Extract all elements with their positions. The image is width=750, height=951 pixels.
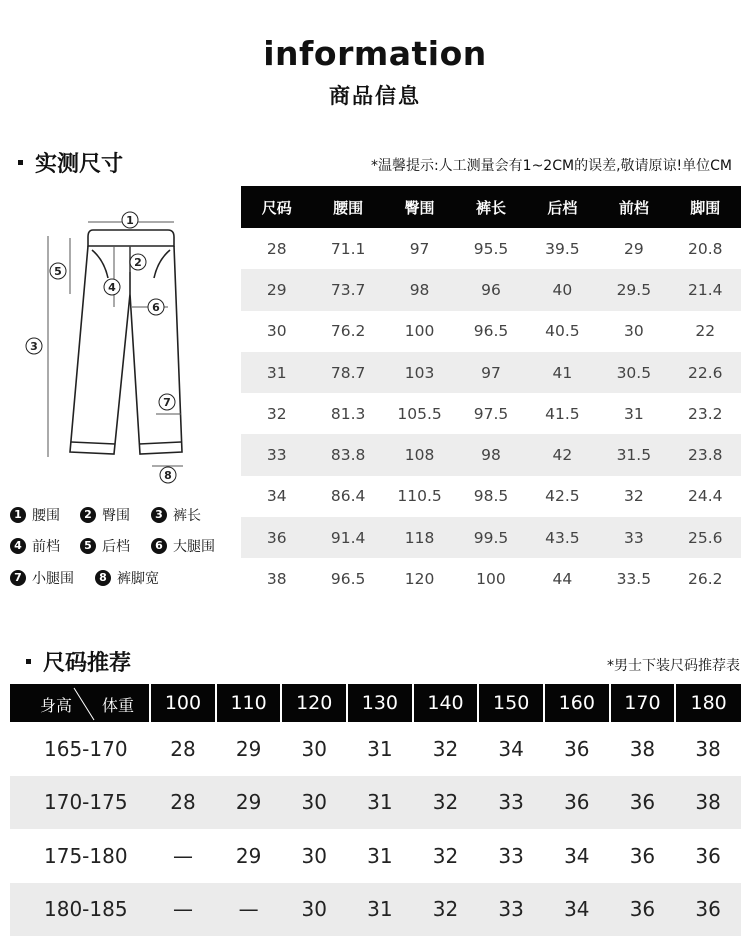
size-table-cell: 96.5	[473, 322, 509, 341]
size-table-cell: 29.5	[598, 269, 669, 310]
weight-header: 170	[610, 684, 676, 722]
recommend-size-cell: 34	[498, 736, 524, 761]
col-header: 尺码	[241, 186, 312, 228]
recommend-size-cell: —	[172, 843, 193, 868]
size-table-cell: 100	[404, 322, 435, 341]
size-table-cell: 83.8	[312, 434, 383, 475]
recommend-size-cell: 28	[170, 736, 196, 761]
weight-header: 120	[281, 684, 347, 722]
legend-item-3: 3 裤长	[151, 505, 201, 525]
size-table-cell: 99.5	[455, 517, 526, 558]
size-table-cell: 32	[266, 404, 287, 423]
recommend-size-cell: 33	[478, 776, 544, 830]
recommend-size-cell: 34	[564, 843, 590, 868]
size-table-cell: 43.5	[527, 517, 598, 558]
size-table-cell: 23.2	[688, 404, 723, 423]
size-table-cell: 40.5	[545, 322, 580, 341]
col-header: 裤长	[455, 186, 526, 228]
size-table-row	[241, 517, 741, 558]
recommend-size-cell: 36	[610, 776, 676, 830]
size-table-cell: 42.5	[545, 487, 580, 506]
recommend-table-row	[10, 883, 741, 937]
recommend-size-cell: 34	[544, 883, 610, 937]
size-table-row	[241, 434, 741, 475]
size-table-cell: 96	[455, 269, 526, 310]
size-table-cell: 40	[527, 269, 598, 310]
title-en: information	[263, 34, 487, 73]
recommend-note: *男士下装尺码推荐表	[607, 658, 740, 674]
recommend-size-cell: 36	[695, 843, 721, 868]
recommend-section-title	[26, 646, 131, 677]
size-table-cell: 33	[241, 434, 312, 475]
size-table-cell: 20.8	[688, 239, 723, 258]
recommend-table-row	[10, 722, 741, 776]
size-table-row	[241, 311, 741, 352]
legend-item-7: 7 小腿围	[10, 568, 74, 588]
weight-header: 130	[347, 684, 413, 722]
size-table-row	[241, 476, 741, 517]
size-table-row	[241, 269, 741, 310]
size-table-cell: 120	[404, 570, 435, 589]
svg-text:7: 7	[163, 396, 171, 409]
recommend-size-cell: 30	[301, 843, 327, 868]
size-table-cell: 98	[455, 434, 526, 475]
size-table-cell: 41	[527, 352, 598, 393]
recommend-size-cell: 29	[235, 736, 262, 761]
size-table-cell: 22.6	[670, 352, 741, 393]
size-table-cell: 33.5	[616, 570, 652, 589]
size-table-cell: 21.4	[670, 269, 741, 310]
recommend-size-cell: 29	[216, 776, 282, 830]
recommend-size-cell: 31	[367, 843, 393, 868]
recommend-size-cell: 32	[413, 776, 479, 830]
pants-diagram	[18, 202, 238, 492]
size-table-cell: 118	[384, 517, 455, 558]
size-table-cell: 28	[266, 239, 287, 258]
weight-header: 110	[216, 684, 282, 722]
size-table-cell: 41.5	[545, 404, 580, 423]
col-header: 后档	[527, 186, 598, 228]
size-table-cell: 29	[241, 269, 312, 310]
recommend-size-cell: 36	[629, 843, 656, 868]
weight-header: 180	[675, 684, 741, 722]
recommend-size-cell: 30	[301, 736, 327, 761]
svg-text:4: 4	[108, 281, 116, 294]
recommend-size-cell: 33	[478, 883, 544, 937]
recommend-size-cell: 31	[347, 883, 413, 937]
recommend-table-header	[10, 684, 741, 722]
recommend-size-cell: 30	[281, 776, 347, 830]
height-range-cell: 175-180	[44, 843, 128, 868]
corner-header	[10, 684, 150, 722]
weight-header: 140	[413, 684, 479, 722]
size-table-cell: 36	[241, 517, 312, 558]
recommend-size-cell: 32	[432, 843, 459, 868]
recommend-size-cell: —	[150, 883, 216, 937]
bullet-icon	[26, 659, 31, 664]
size-table-cell: 108	[384, 434, 455, 475]
size-table-row	[241, 393, 741, 434]
height-range-cell: 180-185	[10, 883, 150, 937]
height-range-cell: 170-175	[10, 776, 150, 830]
recommend-size-cell: 31	[367, 736, 393, 761]
recommend-size-cell: 38	[629, 736, 656, 761]
legend-item-5: 5 后档	[80, 536, 130, 556]
height-range-cell: 165-170	[44, 736, 128, 761]
diagram-legend	[10, 505, 240, 595]
svg-text:5: 5	[54, 265, 62, 278]
size-table-cell: 73.7	[312, 269, 383, 310]
size-table-cell: 30	[623, 322, 644, 341]
size-table-cell: 97	[409, 239, 430, 258]
size-table-cell: 98.5	[473, 487, 509, 506]
recommend-size-cell: 31	[347, 776, 413, 830]
legend-item-8: 8 裤脚宽	[95, 568, 159, 588]
size-table-cell: 103	[384, 352, 455, 393]
size-table-cell: 105.5	[397, 404, 442, 423]
recommend-table	[10, 684, 741, 936]
size-table-cell: 71.1	[330, 239, 366, 258]
col-header: 臀围	[384, 186, 455, 228]
size-table-cell: 23.8	[670, 434, 741, 475]
pants-outline	[70, 230, 182, 454]
recommend-table-row	[10, 829, 741, 883]
recommend-size-cell: 33	[498, 843, 524, 868]
size-table-cell: 26.2	[688, 570, 723, 589]
size-table-cell: 39.5	[545, 239, 580, 258]
recommend-title-text: 尺码推荐	[43, 651, 132, 676]
size-table-cell: 44	[552, 570, 573, 589]
size-table-row	[241, 558, 741, 599]
size-table-cell: 25.6	[670, 517, 741, 558]
size-table-row	[241, 228, 741, 269]
bullet-icon	[18, 160, 23, 165]
svg-text:1: 1	[126, 214, 134, 227]
size-table-cell: 31.5	[598, 434, 669, 475]
col-header: 前档	[598, 186, 669, 228]
col-header: 腰围	[312, 186, 383, 228]
size-table-cell: 42	[527, 434, 598, 475]
svg-text:8: 8	[164, 469, 172, 482]
measure-note: *温馨提示:人工测量会有1~2CM的误差,敬请原谅!单位CM	[370, 158, 732, 174]
recommend-size-cell: 36	[610, 883, 676, 937]
size-table-cell: 97	[455, 352, 526, 393]
recommend-size-cell: 38	[675, 776, 741, 830]
size-table-cell: 31	[623, 404, 644, 423]
size-table-cell: 32	[623, 487, 644, 506]
measure-section-title	[18, 147, 123, 178]
weight-header: 150	[478, 684, 544, 722]
size-table-cell: 24.4	[688, 487, 723, 506]
size-table-cell: 100	[476, 570, 506, 589]
measure-title-text: 实测尺寸	[35, 152, 124, 177]
size-table-cell: 30	[266, 322, 287, 341]
size-table-cell: 29	[623, 239, 644, 258]
svg-text:2: 2	[134, 256, 142, 269]
size-table-cell: 38	[266, 570, 287, 589]
recommend-size-cell: 29	[235, 843, 262, 868]
legend-item-6: 6 大腿围	[151, 536, 215, 556]
size-table-cell: 81.3	[330, 404, 366, 423]
recommend-size-cell: 32	[413, 883, 479, 937]
weight-header: 160	[544, 684, 610, 722]
svg-text:3: 3	[30, 340, 38, 353]
size-table-cell: 76.2	[330, 322, 366, 341]
recommend-size-cell: 36	[675, 883, 741, 937]
size-table-cell: 30.5	[598, 352, 669, 393]
size-table-cell: 33	[598, 517, 669, 558]
size-table-cell: 97.5	[473, 404, 509, 423]
recommend-size-cell: 32	[432, 736, 459, 761]
size-table-cell: 95.5	[473, 239, 509, 258]
size-table-header	[241, 186, 741, 228]
legend-item-1: 1 腰围	[10, 505, 60, 525]
size-table-cell: 98	[384, 269, 455, 310]
recommend-size-cell: 38	[695, 736, 721, 761]
corner-weight-label: 体重	[102, 696, 135, 715]
recommend-size-cell: 36	[564, 736, 590, 761]
size-table-cell: 96.5	[330, 570, 366, 589]
size-table-cell: 91.4	[312, 517, 383, 558]
recommend-size-cell: 28	[150, 776, 216, 830]
recommend-size-cell: —	[216, 883, 282, 937]
size-table-cell: 110.5	[397, 487, 442, 506]
size-table-cell: 22	[695, 322, 716, 341]
legend-item-4: 4 前档	[10, 536, 60, 556]
size-table-cell: 78.7	[312, 352, 383, 393]
size-table	[241, 186, 741, 600]
col-header: 脚围	[670, 186, 741, 228]
weight-header: 100	[150, 684, 216, 722]
recommend-table-row	[10, 776, 741, 830]
title-cn: 商品信息	[329, 84, 421, 108]
corner-height-label: 身高	[40, 696, 73, 715]
recommend-size-cell: 30	[281, 883, 347, 937]
size-table-row	[241, 352, 741, 393]
recommend-size-cell: 36	[544, 776, 610, 830]
size-table-cell: 34	[266, 487, 287, 506]
legend-item-2: 2 臀围	[80, 505, 130, 525]
size-table-cell: 31	[241, 352, 312, 393]
size-table-cell: 86.4	[330, 487, 366, 506]
svg-text:6: 6	[152, 301, 160, 314]
